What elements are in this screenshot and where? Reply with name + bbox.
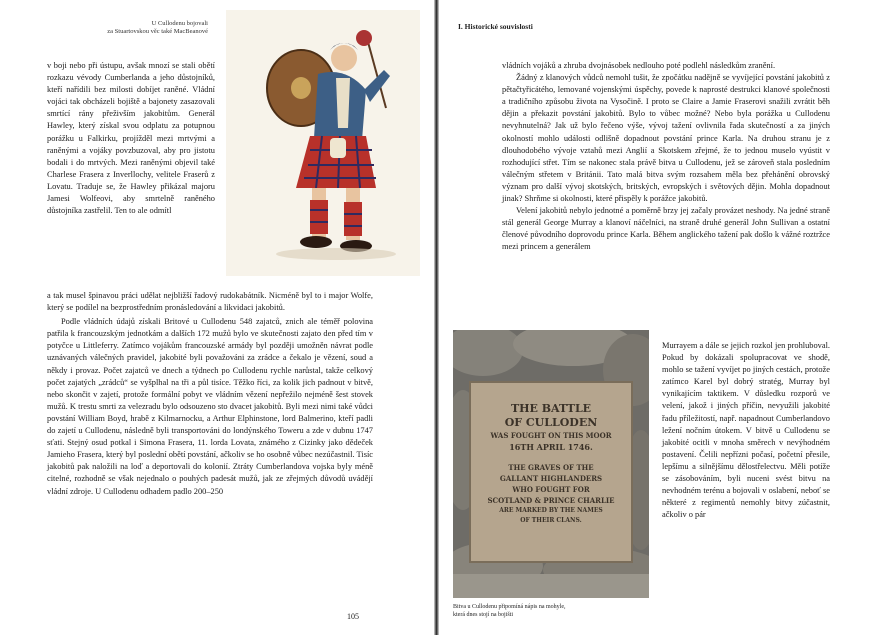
culloden-cairn-photo — [453, 330, 649, 598]
paragraph: Velení jakobitů nebylo jednotné a poměrně brzy jej začaly provázet neshody. Na jedné straně stál generál George Murray a klanoví náčelníci, na straně druhé generál John Sullivan a ostatní členové původního doprovodu prince Karla. Během anglického tažení pak došlo k vážné roztržce mezi princem a generálem — [502, 206, 830, 252]
inscription-line: THE GRAVES OF THE — [508, 463, 594, 472]
running-head-line-1: U Cullodenu bojovali — [151, 20, 208, 27]
inscription-line: 16TH APRIL 1746. — [509, 442, 593, 452]
plaque-inscription — [470, 388, 632, 526]
left-full-text — [47, 290, 373, 498]
left-column-text — [47, 60, 215, 217]
paragraph: v boji nebo při ústupu, avšak mnozí se stali obětí rozkazu vévody Cumberlanda a jeho důstojníků, kteří nařídili bez milosti dobíjet raněné. Vládní vojáci tak obcházeli bojiště a bajonety zasazovali smrtící rány přeživším jakobitům. Generál Hawley, který získal svou odplatu za potupnou porážku u Falkirku, projížděl mezi mrtvými a raněnými a vojáky povzbuzoval, aby pro jistotu bodali i do mrtvých. Mezi raněnými objevil také Charlese Frasera z Inverllochy, velitele Fraserů z Lovatu. Traduje se, že Hawley přikázal majoru Jamesi Wolfeovi, aby smrtelně raněného důstojníka zastřelil. Ten to ale odmítl — [47, 61, 215, 216]
paragraph: Žádný z klanových vůdců nemohl tušit, že zpočátku nadějně se vyvíjející povstání jakobitů z pětačtyřicátého, lemované vojenskými úspěchy, povede k naprosté destrukci klanové společnosti a tradičního způsobu života na Vysočině. I proto se Claire a Jamie Fraserovi snažili zvrátit běh dějin a překazit povstání jakobitů. Bylo to vůbec možné? Nebo byla porážka u Cullodenu nevyhnutelná? Jak už bylo řečeno výše, vývoj tažení ovlivnila řada skutečností a za jiných okolností mohlo události odlišně dopadnout povstání prince Karla. Na druhou stranu je z dlouhodobého vývoje vztahů mezi Anglií a Skotskem zřejmé, že to jednou muselo vyústit v rozhodující střet. Tím se nakonec stala právě bitva u Cullodenu, jež se zároveň stala posledním válečným střetem v Británii. Tato malá bitva svým rozsahem měla bez přehánění obrovský význam pro další vývoj skotských, britských, evropských i světových dějin. Mohla dopadnout jinak? Shrňme si okolnosti, které přispěly k porážce jakobitů. — [502, 73, 830, 204]
inscription-line: THE BATTLE — [510, 402, 592, 415]
paragraph: a tak musel špinavou práci udělat nejbližší řadový rudokabátník. Nicméně byl to i major Wolfe, který se podílel na bezprostředním pronásledování a likvidaci jakobitů. — [47, 291, 373, 313]
running-head-line-2: za Stuartovskou věc také MacBeanové — [107, 28, 208, 35]
inscription-line: WHO FOUGHT FOR — [512, 485, 590, 494]
inscription-line: ARE MARKED BY THE NAMES — [499, 507, 603, 514]
inscription-line: SCOTLAND & PRINCE CHARLIE — [487, 496, 615, 505]
running-head-right: I. Historické souvislosti — [458, 22, 533, 31]
paragraph: vládních vojáků a zhruba dvojnásobek nedlouho poté podlehl následkům zranění. — [502, 61, 776, 70]
right-full-text — [502, 60, 830, 254]
photo-caption — [453, 604, 653, 619]
right-page — [439, 0, 876, 635]
left-page — [0, 0, 434, 635]
inscription-line: GALLANT HIGHLANDERS — [499, 474, 603, 483]
caption-line: která dnes stojí na bojišti — [453, 611, 513, 618]
right-column-text — [662, 340, 830, 521]
paragraph: Podle vládních údajů získali Britové u Cullodenu 548 zajatců, znich ale téměř polovina patřila k francouzským jednotkám a dalších 172 mužů bylo ve skutečnosti zajato den před tím v potyčce u Littleferry. Zatímco vojákům francouzské armády byl později umožněn návrat podle uznávaných válečných pravidel, jakobité byli považováni za zrádce a čekalo je vězení, soud a někdy i provaz. Počet zajatců ve dnech a týdnech po Cullodenu rychle narůstal, takže celkový počet zajatých „zrádců“ se vyšplhal na tři a půl tisíce. Těžko říci, za kolik jich padnout v bitvě, nebo skončit v zajetí, protože formální pobyt ve vládním vězení nepřežilo nejméně šest stovek mužů. K trestu smrti za velezradu bylo odsouzeno sto dvacet jakobitů. Byli mezi nimi také vůdci povstání William Boyd, hrabě z Kilmarnocku, a Arthur Elphinstone, lord Balmerino, kteří padli do zajetí u Cullodenu, následně byli transportováni do londýnského Toweru a zde v dubnu 1747 sťati. Stejný osud potkal i Simona Frasera, 11. lorda Lovata, známého z Cizinky jako dědeček Jamieho Frasera, který byl poslední obětí povstání, ačkoliv se ho osobně vůbec nezúčastnil. Tisíc jakobitů pak naložili na loď a deportovali do kolonií. Ztráty Cumberlandova vojska byly méně citelné, rozhodně se však nejednalo o pouhých padesát mužů, jak ze zřejmých důvodů uvádějí vládní zdroje. U Cullodenu odhadem padlo 200–250 — [47, 317, 373, 496]
inscription-line: OF CULLODEN — [504, 416, 598, 429]
highlander-figure — [226, 10, 420, 276]
inscription-line: OF THEIR CLANS. — [520, 517, 582, 524]
page-number: 105 — [347, 612, 359, 621]
highlander-illustration — [226, 10, 420, 276]
inscription-line: WAS FOUGHT ON THIS MOOR — [490, 431, 612, 440]
paragraph: Murrayem a dále se jejich rozkol jen prohluboval. Pokud by dokázali spolupracovat ve shodě, mohlo se tažení vyvíjet po jiných cestách, protože zatímco Karel byl dobrý stratég, Murray byl vynikajícím taktikem. V důsledku rozporů ve velení, jakož i jiných příčin, nevyužili jakobité řadu příležitostí, např. napadnout Cumberlandovo ležení nočním útokem. V bitvě u Cullodenu se jakobité ocitli v mnoha směrech v nevýhodném postavení. Čelili nepřízni počasí, početní přesile, lepšímu a silnějšímu dělostřelectvu. Měli potíže se zásobováním, byli nuceni svést bitvu na nevhodném terénu a bojovali v oslabení, neboť se některé z regimentů nemohly bitvy zúčastnit, ačkoliv o pár — [662, 341, 830, 520]
caption-line: Bitva u Cullodenu připomíná nápis na mohyle, — [453, 604, 566, 610]
running-head-left — [8, 20, 208, 36]
